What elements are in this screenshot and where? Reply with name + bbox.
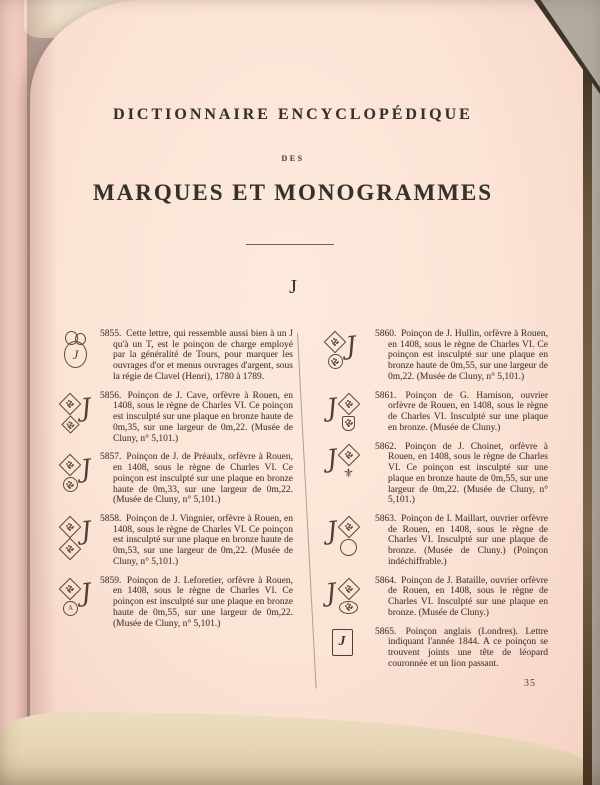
diamond-punch-icon — [337, 577, 360, 600]
engraving-mark-icon — [348, 422, 350, 424]
entry-body: Poinçon anglais (Londres). Lettre indiquant l'année 1844. A ce poinçon se trouvent joints une tête de léopard couronnée et un lion passant. — [388, 626, 548, 669]
entry-text — [375, 627, 548, 670]
monogram-icons — [309, 391, 375, 434]
monogram-letter: J — [64, 341, 87, 368]
engraving-mark-icon — [69, 464, 71, 466]
entry-text — [100, 514, 293, 568]
entry-body: Poinçon de J. Leforetier, orfèvre à Rouen, en 1408, sous le règne de Charles VI. Ce poinçon est insculpté sur une plaque en bronze haute de 0m,55, sur une largeur de 0m,22. (Musée de Cluny, n° 5,101.) — [113, 575, 294, 629]
engraving-mark-icon — [334, 341, 336, 343]
punch-stack — [341, 444, 357, 479]
shield-punch-icon — [342, 416, 355, 431]
icon-group — [62, 577, 94, 617]
entry-text — [100, 452, 293, 506]
punch-stack — [327, 331, 343, 370]
icon-group — [62, 453, 94, 493]
punch-stack — [341, 393, 357, 431]
monogram-icons — [309, 627, 375, 670]
diamond-punch-icon — [59, 577, 82, 600]
entry-5861 — [309, 391, 548, 434]
circle-empty-punch-icon — [340, 539, 357, 556]
engraving-mark-icon — [69, 588, 71, 590]
diamond-punch-icon — [59, 538, 82, 561]
entry-number: 5863. — [375, 514, 397, 525]
circle-punch-icon — [328, 354, 343, 369]
fleur-de-lis-icon: ⚜ — [343, 465, 354, 480]
diamond-punch-icon — [324, 331, 347, 354]
monogram-icons — [309, 329, 375, 383]
column-right — [309, 329, 548, 689]
entry-5863 — [309, 514, 548, 568]
script-j-icon: J — [325, 443, 340, 474]
engraving-mark-icon — [348, 454, 350, 456]
icon-group — [327, 393, 356, 431]
page-content — [34, 0, 586, 760]
entry-body: Poinçon de G. Harnison, ouvrier orfèvre de Rouen, en 1408, sous le règne de Charles VI. Insculpté sur une plaque en bronze. (Musée de Cluny.) — [388, 390, 549, 433]
entry-body: Poinçon de I. Maillart, ouvrier orfèvre de Rouen, en 1408, sous le règne de Charles VI. Insculpté sur une plaque de bronze. (Musée de Cluny.) (Poinçon indéchiffrable.) — [388, 514, 549, 567]
entry-number: 5860. — [375, 329, 397, 339]
monogram-icons — [309, 576, 375, 619]
script-j-icon: J — [325, 515, 339, 546]
circle-a-punch-icon: A — [63, 601, 78, 616]
entry-text — [100, 391, 293, 445]
entry-5865 — [309, 627, 548, 670]
book-title-line-2: MARQUES ET MONOGRAMMES — [92, 180, 494, 205]
background-surface — [592, 0, 600, 785]
monogram-icons — [54, 391, 100, 445]
circle-punch-icon — [63, 477, 78, 492]
icon-group — [62, 515, 94, 560]
diamond-punch-icon — [337, 516, 360, 539]
script-j-icon: J — [324, 577, 338, 608]
punch-stack — [339, 578, 358, 614]
icon-group — [327, 444, 356, 479]
entry-number: 5855. — [100, 329, 122, 339]
column-left — [54, 329, 293, 689]
icon-group — [326, 578, 358, 614]
entry-body: Poinçon de J. de Préaulx, orfèvre à Rouen, en 1408, sous le règne de Charles VI. Ce poinçon est insculpté sur une plaque en bronze haute de 0m,33, sur une largeur de 0m,22. (Musée de Cluny, n° 5,101.) — [113, 452, 294, 506]
engraving-mark-icon — [69, 548, 71, 550]
entry-text — [375, 442, 548, 506]
entry-number: 5864. — [375, 575, 397, 586]
entry-5864 — [309, 576, 548, 619]
entry-5860 — [309, 329, 548, 383]
diamond-punch-icon — [59, 516, 82, 539]
entry-body: Cette lettre, qui ressemble aussi bien à un J qu'à un T, est le poinçon de charge employé par la généralité de Tours, pour marquer les ouvrages d'or et menus ouvrages d'argent, sous la régie de Clavel (Henri), 1780 à 1789. — [113, 329, 294, 382]
page-number: 35 — [524, 677, 536, 689]
punch-stack — [62, 393, 78, 434]
punch-stack — [62, 454, 78, 493]
engraving-mark-icon — [69, 526, 71, 528]
book-title-line-1: DICTIONNAIRE ENCYCLOPÉDIQUE — [113, 106, 473, 123]
entry-body: Poinçon de J. Vingnier, orfèvre à Rouen, en 1408, sous le règne de Charles VI. Ce poinçon est insculpté sur une plaque en bronze haute de 0m,53, sur une largeur de 0m,22. (Musée de Cluny, n° 5,101.) — [113, 514, 293, 567]
diamond-punch-icon — [337, 443, 360, 466]
entry-body: Poinçon de J. Choinet, orfèvre à Rouen, en 1408, sous le règne de Charles VI. Ce poinçon est insculpté sur une plaque en bronze haute de 0m,55, sur une largeur de 0m,22. (Musée de Cluny, n° 5,101.) — [388, 441, 548, 506]
entry-5858 — [54, 514, 293, 568]
diamond-punch-icon — [59, 454, 82, 477]
monogram-icons — [54, 514, 100, 568]
script-j-icon: J — [79, 515, 94, 546]
monogram-icons — [54, 576, 100, 630]
entry-5856 — [54, 391, 293, 445]
engraving-mark-icon — [348, 588, 350, 590]
facing-page-edge — [0, 0, 27, 785]
entry-body: Poinçon de J. Cave, orfèvre à Rouen, en 1408, sous le règne de Charles VI. Ce poinçon est insculpté sur une plaque en bronze haute de 0m,35, sur une largeur de 0m,22. (Musée de Cluny, n° 5,101.) — [113, 390, 294, 444]
script-j-icon: J — [325, 392, 340, 423]
entry-text — [375, 391, 548, 434]
entry-text — [375, 514, 548, 568]
entry-number: 5859. — [100, 575, 122, 586]
entry-5859 — [54, 576, 293, 630]
icon-group — [62, 392, 94, 434]
monogram-icons — [309, 442, 375, 506]
icon-group — [327, 330, 359, 370]
script-j-icon: J — [344, 330, 359, 361]
entry-5855 — [54, 329, 293, 383]
engraving-mark-icon — [348, 606, 350, 608]
engraving-mark-icon — [69, 484, 71, 486]
icon-group — [327, 516, 357, 557]
book-cover-edge — [583, 0, 592, 785]
entry-number: 5865. — [375, 626, 397, 637]
entry-number: 5861. — [375, 390, 397, 401]
monogram-icons — [54, 329, 100, 383]
script-j-icon: J — [79, 577, 94, 608]
entry-text — [100, 576, 293, 630]
entry-number: 5858. — [100, 514, 122, 525]
entry-text — [375, 576, 548, 619]
entry-5857 — [54, 452, 293, 506]
engraving-mark-icon — [348, 403, 350, 405]
diamond-punch-small-icon — [61, 415, 79, 433]
entry-text — [375, 329, 548, 383]
punch-stack — [62, 578, 78, 617]
book-title-conjunction: DES — [281, 154, 305, 163]
entry-number: 5857. — [100, 452, 122, 463]
script-j-icon: J — [79, 453, 94, 484]
framed-j-icon: J — [332, 629, 353, 656]
entry-number: 5856. — [100, 390, 122, 401]
engraving-mark-icon — [69, 423, 71, 425]
entry-number: 5862. — [375, 441, 397, 452]
engraving-mark-icon — [348, 526, 350, 528]
monogram-icons — [309, 514, 375, 568]
diamond-punch-icon — [59, 392, 82, 415]
engraving-mark-icon — [69, 403, 71, 405]
punch-stack — [340, 516, 357, 557]
script-j-icon: J — [79, 392, 94, 423]
entry-body: Poinçon de J. Bataille, ouvrier orfèvre de Rouen, en 1408, sous le règne de Charles VI. Insculpté sur une plaque en bronze. (Musée de Cluny.) — [388, 575, 548, 618]
entry-body: Poinçon de J. Hullin, orfèvre à Rouen, en 1408, sous le règne de Charles VI. Ce poinçon est insculpté sur une plaque en bronze haute de 0m,55, sur une largeur de 0m,22. (Musée de Cluny, n° 5,101.) — [388, 329, 549, 382]
entry-5862 — [309, 442, 548, 506]
punch-stack — [62, 516, 78, 560]
monogram-icons — [54, 452, 100, 506]
entry-text — [100, 329, 293, 383]
two-column-text-block — [54, 329, 548, 689]
title-divider-rule — [246, 244, 334, 245]
ornate-monogram-icon — [64, 331, 90, 368]
engraving-mark-icon — [334, 361, 336, 363]
oval-stamp-icon — [339, 601, 358, 614]
section-letter-heading: J — [289, 276, 297, 298]
diamond-punch-icon — [337, 392, 360, 415]
